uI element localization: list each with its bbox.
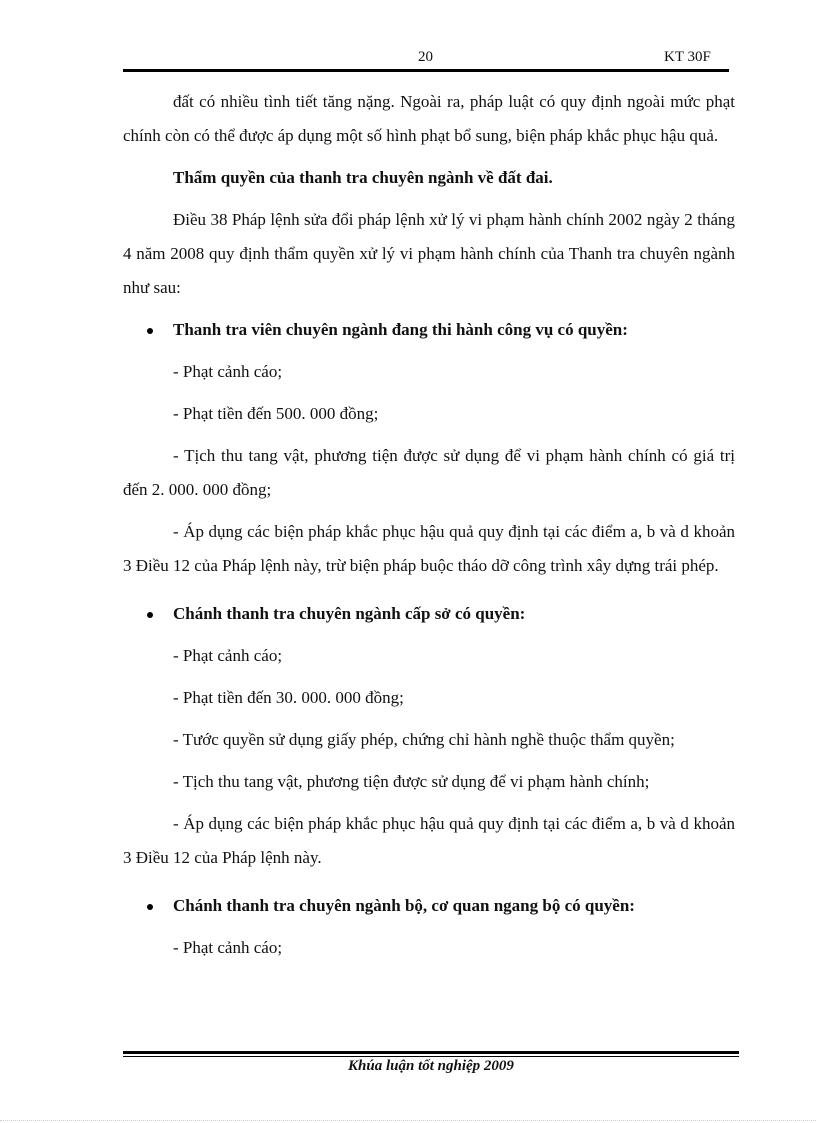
bullet-dot-icon (147, 328, 153, 334)
list-item: - Phạt cảnh cáo; (173, 362, 283, 381)
list-item: - Phạt cảnh cáo; (173, 938, 283, 957)
footer-rule (123, 1051, 739, 1054)
list-item: - Tịch thu tang vật, phương tiện được sử dụng để vi phạm hành chính; (173, 772, 650, 791)
header-rule (123, 69, 729, 72)
bullet-item (123, 889, 735, 923)
bullet-item (123, 597, 735, 631)
list-item: - Áp dụng các biện pháp khắc phục hậu quả quy định tại các điểm a, b và d khoản 3 Điều 12 của Pháp lệnh này. (123, 814, 735, 867)
section-heading: Thẩm quyền của thanh tra chuyên ngành về đất đai. (173, 168, 553, 187)
document-body (123, 85, 735, 973)
list-item: - Phạt tiền đến 30. 000. 000 đồng; (173, 688, 404, 707)
header-code: KT 30F (664, 49, 711, 65)
footer-text: Khúa luận tốt nghiệp 2009 (348, 1058, 514, 1074)
list-item: - Tịch thu tang vật, phương tiện được sử dụng để vi phạm hành chính có giá trị đến 2. 000. 000 đồng; (123, 446, 735, 499)
bullet-dot-icon (147, 612, 153, 618)
bullet-dot-icon (147, 904, 153, 910)
page-number: 20 (418, 49, 433, 65)
paragraph: đất có nhiều tình tiết tăng nặng. Ngoài ra, pháp luật có quy định ngoài mức phạt chính còn có thể được áp dụng một số hình phạt bổ sung, biện pháp khắc phục hậu quả. (123, 92, 735, 145)
list-item: - Tước quyền sử dụng giấy phép, chứng chỉ hành nghề thuộc thẩm quyền; (173, 730, 675, 749)
list-item: - Phạt cảnh cáo; (173, 646, 283, 665)
list-item: - Áp dụng các biện pháp khắc phục hậu quả quy định tại các điểm a, b và d khoản 3 Điều 12 của Pháp lệnh này, trừ biện pháp buộc tháo dỡ công trình xây dựng trái phép. (123, 522, 735, 575)
list-item: - Phạt tiền đến 500. 000 đồng; (173, 404, 379, 423)
bullet-title: Chánh thanh tra chuyên ngành bộ, cơ quan ngang bộ có quyền: (173, 896, 635, 915)
page-bottom-dotted-line (0, 1120, 816, 1121)
bullet-item (123, 313, 735, 347)
paragraph: Điều 38 Pháp lệnh sửa đổi pháp lệnh xử lý vi phạm hành chính 2002 ngày 2 tháng 4 năm 2008 quy định thẩm quyền xử lý vi phạm hành chính của Thanh tra chuyên ngành như sau: (123, 210, 735, 297)
bullet-title: Thanh tra viên chuyên ngành đang thi hành công vụ có quyền: (173, 320, 628, 339)
bullet-title: Chánh thanh tra chuyên ngành cấp sở có quyền: (173, 604, 526, 623)
footer-rule-thin (123, 1056, 739, 1057)
